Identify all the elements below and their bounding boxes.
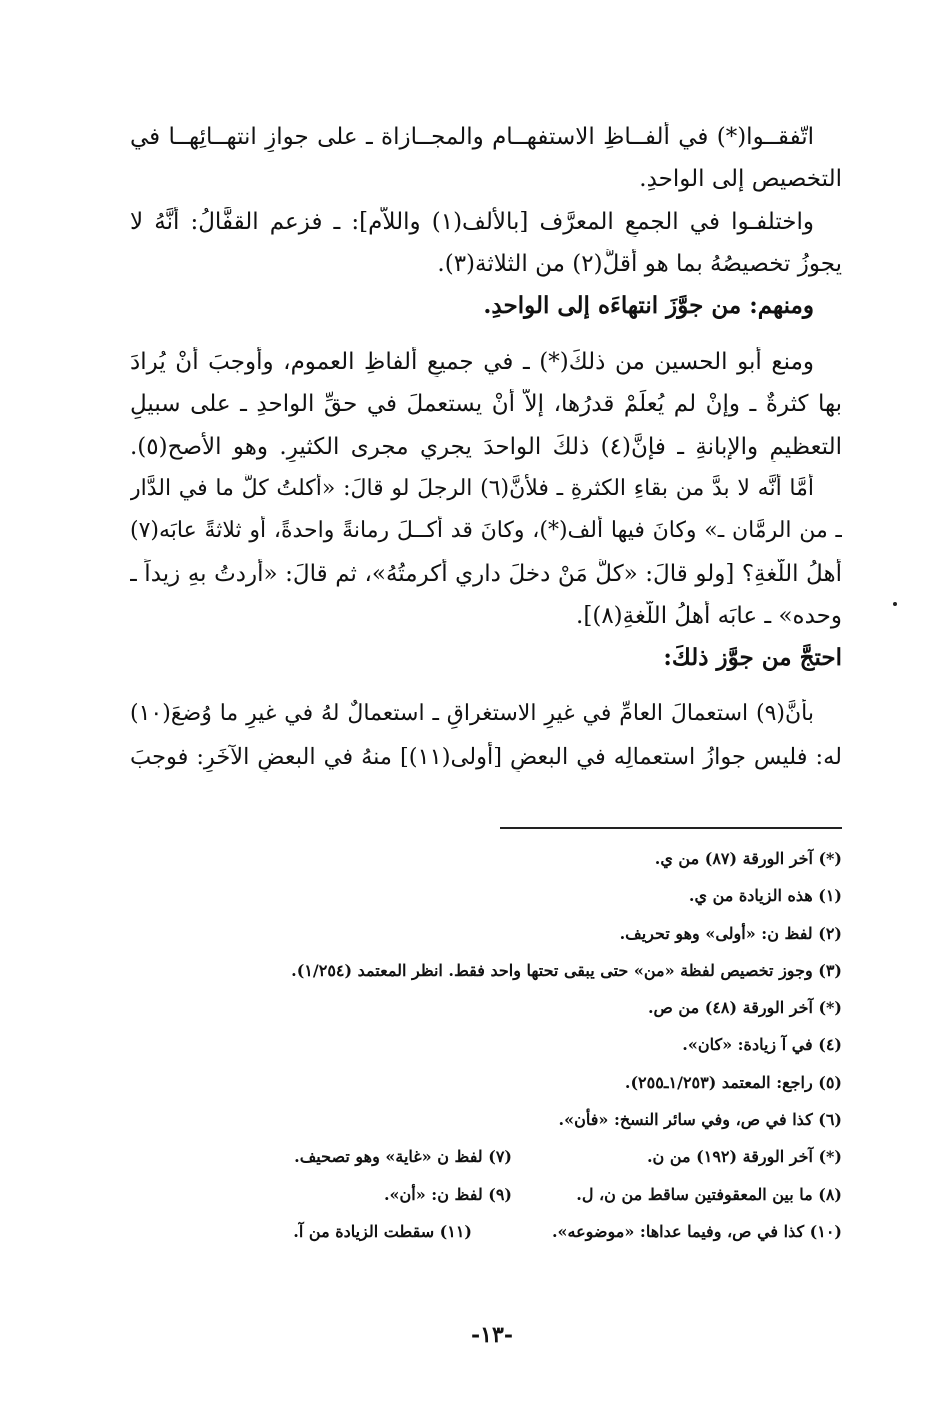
text-line-6: ومنع أبو الحسين من ذلكَ(*) ـ في جميعِ ألفاظِ العموم، وأوجبَ أنْ يُرادَ: [130, 349, 814, 376]
main-text: [130, 122, 842, 784]
footnote-7: (٧) لفظ ن «غاية» وهو تصحيف.: [294, 1147, 512, 1167]
text-line-10: ـ من الرمَّان ـ» وكانَ فيها ألف(*)، وكانَ قد أكــلَ رمانةً واحدةً، أو ثلاثةً عابَه(٧): [130, 518, 842, 544]
footnote-9: (٩) لفظ ن: «أن».: [383, 1184, 512, 1204]
text-line-7: بها كثرةٌ ـ وإنْ لم يُعلَمْ قدرُها، إلاَّ أنْ يستعملَ في حقِّ الواحدِ ـ على سبيلِ: [130, 391, 842, 418]
text-line-1: اتّفقــوا(*) في ألفــاظِ الاستفهــام والمجــازاة ـ على جوازِ انتهــائِهــا في: [130, 124, 814, 150]
footnote-10: (١٠) كذا في ص، وفيما عداها: «موضوعه».: [551, 1221, 842, 1241]
footnote-11: (١١) سقطت الزيادة من آ.: [293, 1221, 472, 1241]
footnotes: [150, 843, 842, 1253]
text-line-11: أهلُ اللُّغةِ؟ [ولو قالَ: «كلُّ مَنْ دخلَ داري أكرمتُهُ»، ثم قالَ: «أردتُ بهِ زيداً ـ: [130, 560, 842, 587]
text-line-2: التخصيص إلى الواحدِ.: [639, 166, 842, 193]
text-line-15: له: فليس جوازُ استعمالِه في البعضِ [أولى(١١)] منهُ في البعضِ الآخَرِ: فوجبَ: [130, 743, 842, 770]
footnote-2: (٢) لفظ ن: «أولى» وهو تحريف.: [619, 923, 842, 943]
section-heading: احتجَّ من جوَّز ذلكَ:: [663, 644, 842, 672]
footnote-star-3: (*) آخر الورقة (١٩٢) من ن.: [646, 1147, 842, 1167]
footnote-separator: [500, 827, 842, 829]
text-line-4: يجوزُ تخصيصُهُ بما هو أقلُّ(٢) من الثلاثة(٣).: [437, 250, 842, 277]
footnote-row-star3-7: [150, 1141, 842, 1173]
footnote-3: (٣) وجوز تخصيص لفظة «من» حتى يبقى تحتها واحد فقط. انظر المعتمد (١/٢٥٤).: [291, 960, 842, 980]
text-line-5: ومنهم: من جوَّزَ انتهاءَه إلى الواحدِ.: [483, 292, 814, 320]
footnote-star-2: (*) آخر الورقة (٤٨) من ص.: [647, 998, 842, 1018]
footnote-4: (٤) في آ زيادة: «كان».: [682, 1035, 842, 1055]
footnote-5: (٥) راجع: المعتمد (١/٢٥٣ـ٢٥٥).: [624, 1072, 842, 1092]
footnote-row-10-11: [150, 1216, 842, 1248]
text-line-3: واختلفـوا في الجمعِ المعرَّف [بالألف(١) واللاَّم]: ـ فزعم القفَّالُ: أنَّهُ لا: [130, 208, 815, 235]
text-line-14: بأنَّ(٩) استعمالَ العامِّ في غيرِ الاستغراقِ ـ استعمالٌ لهُ في غيرِ ما وُضعَ(١٠): [130, 701, 814, 727]
footnote-star-1: (*) آخر الورقة (٨٧) من ي.: [654, 849, 842, 868]
page-number: -١٣-: [471, 1322, 513, 1348]
text-line-12: وحده» ـ عابَه أهلُ اللُّغةِ(٨)].: [576, 602, 842, 629]
footnote-8: (٨) ما بين المعقوفتين ساقط من ن، ل.: [576, 1184, 842, 1204]
footnote-6: (٦) كذا في ص، وفي سائر النسخ: «فأن».: [558, 1110, 842, 1130]
text-line-8: التعظيمِ والإبانةِ ـ فإنَّ(٤) ذلكَ الواحدَ يجري مجرى الكثيرِ. وهو الأصح(٥).: [130, 433, 842, 460]
footnote-1: (١) هذه الزيادة من ي.: [688, 886, 842, 906]
stray-dot: [893, 602, 897, 606]
footnote-row-8-9: [150, 1179, 842, 1211]
text-line-9: أمَّا أنَّه لا بدَّ من بقاءِ الكثرةِ ـ فلأنَّ(٦) الرجلَ لو قالَ: «أكلتُ كلَّ ما في الدَّار: [130, 476, 814, 502]
